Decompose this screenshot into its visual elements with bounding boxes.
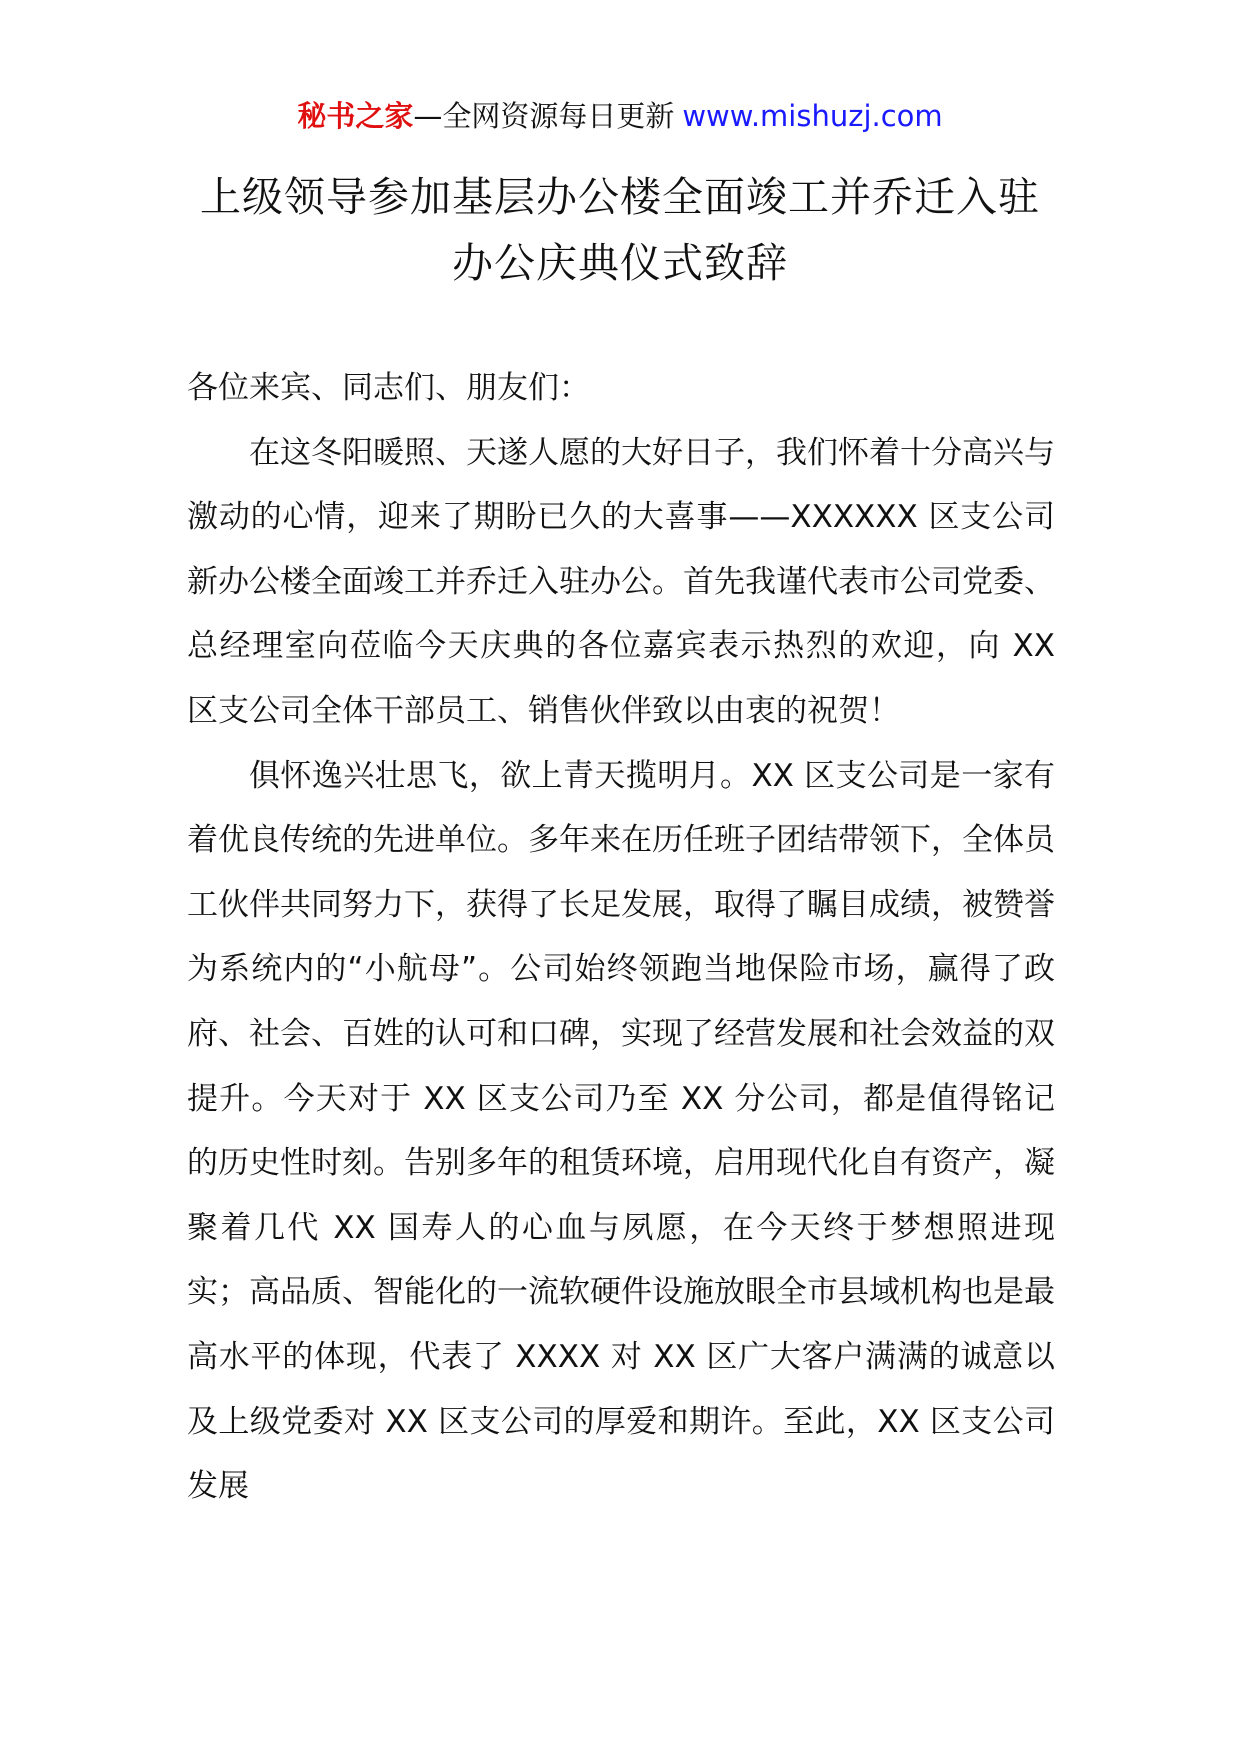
paragraph-welcome: 在这冬阳暖照、天遂人愿的大好日子，我们怀着十分高兴与激动的心情，迎来了期盼已久的大喜事——XXXXXX 区支公司新办公楼全面竣工并乔迁入驻办公。首先我谨代表市公司党委、总经理室向莅临今天庆典的各位嘉宾表示热烈的欢迎，向 XX 区支公司全体干部员工、销售伙伴致以由衷的祝贺！	[187, 434, 1055, 729]
document-body	[187, 356, 1055, 1519]
site-header	[0, 96, 1240, 136]
title-line-1: 上级领导参加基层办公楼全面竣工并乔迁入驻	[200, 173, 1040, 221]
paragraph-history: 俱怀逸兴壮思飞，欲上青天揽明月。XX 区支公司是一家有着优良传统的先进单位。多年来在历任班子团结带领下，全体员工伙伴共同努力下，获得了长足发展，取得了瞩目成绩，被赞誉为系统内的“小航母”。公司始终领跑当地保险市场，赢得了政府、社会、百姓的认可和口碑，实现了经营发展和社会效益的双提升。今天对于 XX 区支公司乃至 XX 分公司，都是值得铭记的历史性时刻。告别多年的租赁环境，启用现代化自有资产，凝聚着几代 XX 国寿人的心血与夙愿，在今天终于梦想照进现实；高品质、智能化的一流软硬件设施放眼全市县域机构也是最高水平的体现，代表了 XXXX 对 XX 区广大客户满满的诚意以及上级党委对 XX 区支公司的厚爱和期许。至此，XX 区支公司发展	[187, 757, 1055, 1505]
header-tagline: —全网资源每日更新	[413, 99, 675, 133]
title-line-2: 办公庆典仪式致辞	[452, 239, 788, 287]
brand-name: 秘书之家	[297, 99, 414, 133]
website-link[interactable]: www.mishuzj.com	[682, 99, 943, 133]
document-title	[120, 164, 1120, 296]
salutation: 各位来宾、同志们、朋友们：	[187, 370, 590, 406]
